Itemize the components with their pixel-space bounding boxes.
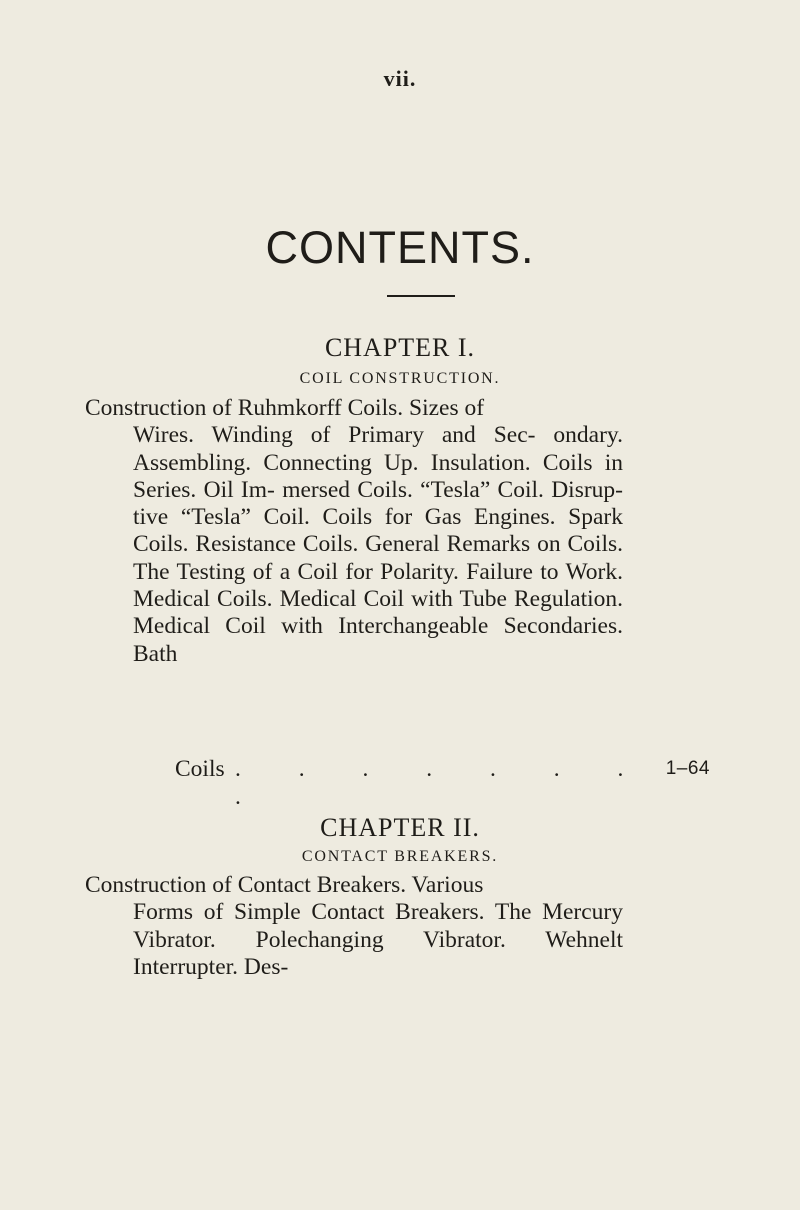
page-number: vii. bbox=[383, 66, 417, 91]
chapter-1-line-8: Coils. General Remarks on Coils. The bbox=[133, 531, 624, 585]
chapter-1-heading: CHAPTER I. bbox=[324, 333, 476, 362]
title-rule bbox=[387, 295, 455, 297]
chapter-1-line-6: tive “Tesla” Coil. Coils for Gas bbox=[133, 504, 462, 531]
chapter-2-line-1: Construction of Contact Breakers. Various bbox=[85, 872, 484, 898]
chapter-1-last-line: Coils bbox=[175, 756, 225, 782]
chapter-1-line-10: to Work. Medical Coils. Medical Coil bbox=[133, 558, 624, 613]
chapter-1-line-4: Insulation. Coils in Series. Oil Im- bbox=[133, 449, 624, 503]
chapter-1-line-2: Wires. Winding of Primary and Sec- bbox=[133, 422, 536, 449]
chapter-1-line-3: ondary. Assembling. Connecting Up. bbox=[133, 422, 624, 476]
chapter-2-subtitle: CONTACT BREAKERS. bbox=[301, 848, 499, 865]
chapter-1-line-11: with Tube Regulation. Medical Coil bbox=[133, 586, 624, 640]
chapter-2-line-3: The Mercury Vibrator. Polechanging bbox=[133, 899, 623, 953]
chapter-2-line-4: Vibrator. Wehnelt Interrupter. Des- bbox=[133, 926, 623, 980]
chapter-1-line-1: Construction of Ruhmkorff Coils. Sizes of bbox=[85, 395, 485, 421]
chapter-1-entry-final bbox=[175, 755, 710, 810]
dot-leaders: . . . . . . . . bbox=[235, 756, 650, 810]
chapter-2-contents bbox=[85, 872, 623, 981]
chapter-1-pages: 1–64 bbox=[665, 758, 710, 779]
chapter-1-line-5: mersed Coils. “Tesla” Coil. Disrup- bbox=[282, 476, 624, 503]
chapter-2-heading: CHAPTER II. bbox=[320, 813, 480, 842]
chapter-1-subtitle: COIL CONSTRUCTION. bbox=[299, 370, 501, 387]
chapter-1-line-12: with Interchangeable Secondaries. Bath bbox=[133, 613, 623, 667]
chapter-1-line-7: Engines. Spark Coils. Resistance bbox=[133, 504, 623, 558]
chapter-2-line-2: Forms of Simple Contact Breakers. bbox=[133, 899, 485, 926]
chapter-1-line-9: Testing of a Coil for Polarity. Failure bbox=[176, 558, 533, 585]
chapter-1-contents bbox=[85, 395, 624, 668]
page-title: CONTENTS. bbox=[265, 222, 535, 273]
